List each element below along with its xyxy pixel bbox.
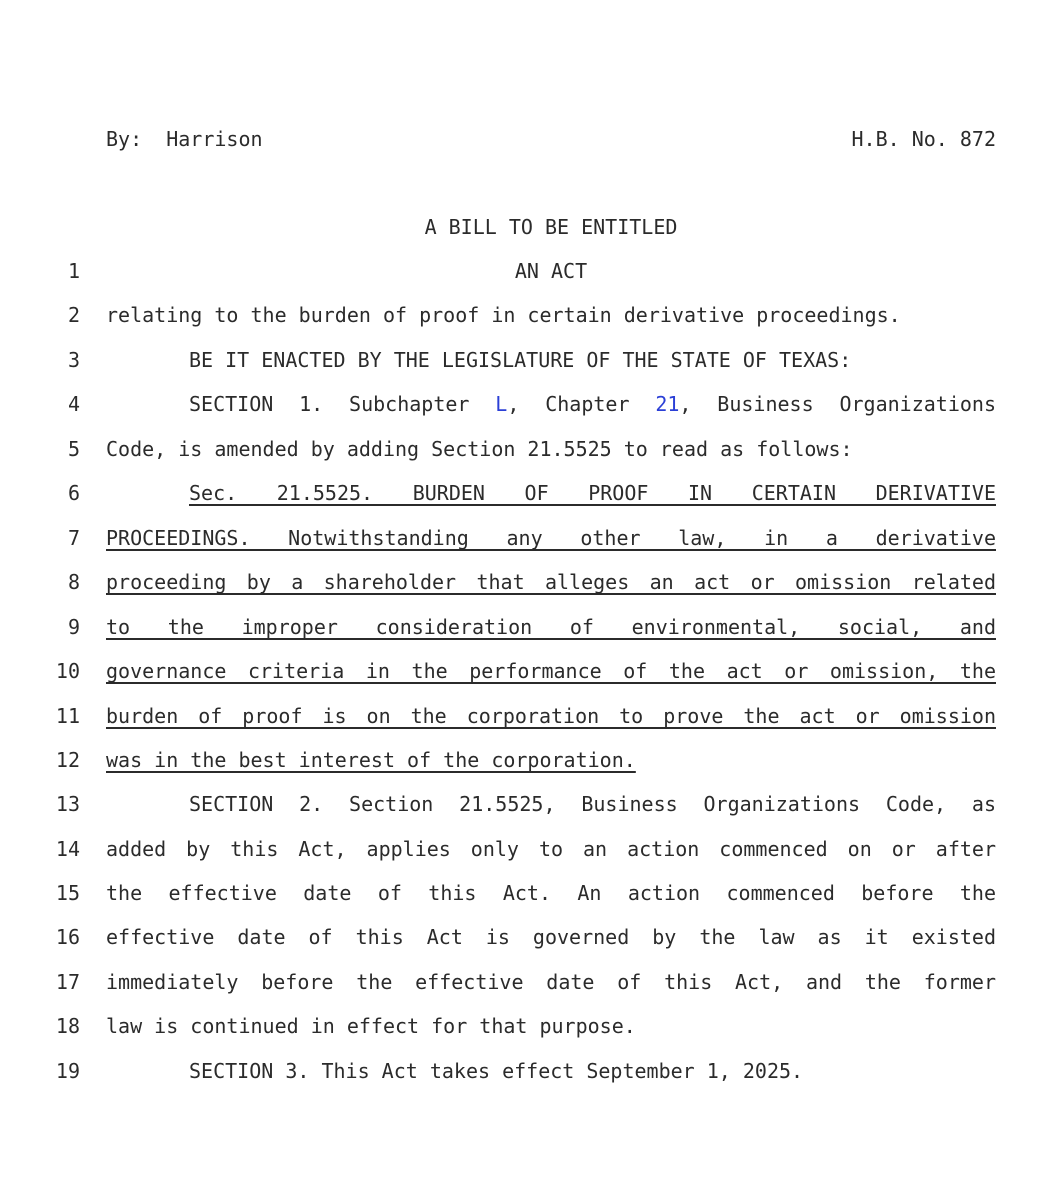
chapter-label: , Chapter	[507, 392, 656, 416]
bill-line-7	[0, 525, 1063, 565]
line-number: 13	[55, 792, 80, 816]
bill-number: H.B. No. 872	[851, 127, 996, 151]
bill-author: By: Harrison	[106, 127, 263, 151]
line-number: 17	[55, 970, 80, 994]
line-text: law is continued in effect for that purpose.	[106, 1014, 636, 1038]
bill-line-9	[0, 614, 1063, 654]
line-text: the effective date of this Act. An action commenced before the	[106, 881, 996, 905]
subchapter-link[interactable]: L	[495, 392, 508, 416]
added-text: to the improper consideration of environmental, social, and	[106, 615, 996, 639]
line-number: 2	[67, 303, 80, 327]
line-number: 9	[67, 615, 80, 639]
bill-line-17	[0, 969, 1063, 1009]
line-number: 10	[55, 659, 80, 683]
bill-line-8	[0, 569, 1063, 609]
act-heading: AN ACT	[514, 259, 588, 283]
bill-caption: A BILL TO BE ENTITLED	[424, 215, 678, 239]
bill-line-1	[0, 258, 1063, 298]
line-number: 12	[55, 748, 80, 772]
line-text: relating to the burden of proof in certain derivative proceedings.	[106, 303, 901, 327]
line-number: 3	[67, 348, 80, 372]
line-number: 11	[55, 704, 80, 728]
bill-line-6	[0, 480, 1063, 520]
added-text: Sec. 21.5525. BURDEN OF PROOF IN CERTAIN DERIVATIVE	[189, 481, 996, 505]
added-text: burden of proof is on the corporation to prove the act or omission	[106, 704, 996, 728]
line-text: Code, is amended by adding Section 21.5525 to read as follows:	[106, 437, 853, 461]
added-text: PROCEEDINGS. Notwithstanding any other law, in a derivative	[106, 526, 996, 550]
line-number: 8	[67, 570, 80, 594]
line-text	[106, 480, 996, 506]
line-number: 14	[55, 837, 80, 861]
line-number: 19	[55, 1059, 80, 1083]
line-number: 5	[67, 437, 80, 461]
bill-line-12	[0, 747, 1063, 787]
line-number: 1	[67, 259, 80, 283]
bill-line-15	[0, 880, 1063, 920]
added-text: governance criteria in the performance of the act or omission, the	[106, 659, 996, 683]
line-text: BE IT ENACTED BY THE LEGISLATURE OF THE STATE OF TEXAS:	[189, 348, 852, 372]
line-number: 15	[55, 881, 80, 905]
code-name: , Business Organizations	[679, 392, 996, 416]
bill-line-18	[0, 1013, 1063, 1053]
bill-line-10	[0, 658, 1063, 698]
line-number: 4	[67, 392, 80, 416]
bill-line-14	[0, 836, 1063, 876]
bill-line-5	[0, 436, 1063, 476]
line-text: added by this Act, applies only to an action commenced on or after	[106, 837, 996, 861]
line-text	[106, 747, 996, 773]
line-number: 6	[67, 481, 80, 505]
added-text: was in the best interest of the corporation.	[106, 748, 636, 772]
line-text	[106, 391, 996, 417]
bill-line-13	[0, 791, 1063, 831]
bill-line-4	[0, 391, 1063, 431]
line-number: 7	[67, 526, 80, 550]
line-text: SECTION 3. This Act takes effect September 1, 2025.	[189, 1059, 804, 1083]
bill-line-16	[0, 924, 1063, 964]
line-text: immediately before the effective date of this Act, and the former	[106, 970, 996, 994]
bill-line-2	[0, 302, 1063, 342]
bill-line-11	[0, 703, 1063, 743]
line-text: SECTION 2. Section 21.5525, Business Organizations Code, as	[189, 792, 996, 816]
bill-line-19	[0, 1058, 1063, 1098]
line-number: 16	[55, 925, 80, 949]
bill-line-3	[0, 347, 1063, 387]
line-number: 18	[55, 1014, 80, 1038]
added-text: proceeding by a shareholder that alleges an act or omission related	[106, 570, 996, 594]
line-text: effective date of this Act is governed by the law as it existed	[106, 925, 996, 949]
chapter-link[interactable]: 21	[655, 392, 680, 416]
section-1-lead: SECTION 1. Subchapter	[189, 392, 496, 416]
